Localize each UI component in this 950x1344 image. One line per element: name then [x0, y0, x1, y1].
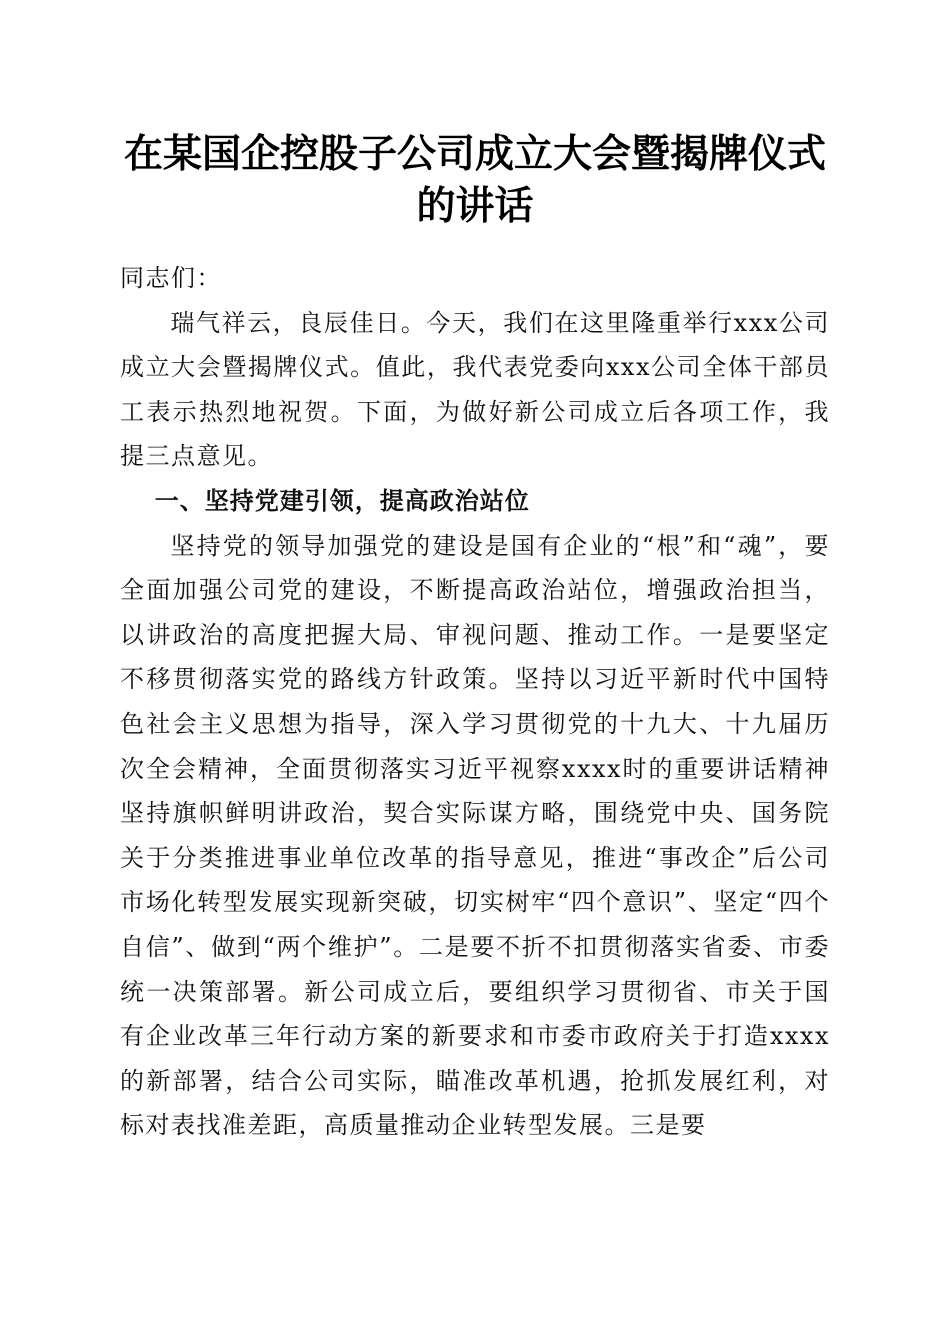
intro-paragraph: 瑞气祥云，良辰佳日。今天，我们在这里隆重举行xxx公司成立大会暨揭牌仪式。值此，我代表党委向xxx公司全体干部员工表示热烈地祝贺。下面，为做好新公司成立后各项工作，我提三点意见。	[120, 308, 830, 471]
section-1-paragraph: 坚持党的领导加强党的建设是国有企业的“根”和“魂”，要全面加强公司党的建设，不断提高政治站位，增强政治担当，以讲政治的高度把握大局、审视问题、推动工作。一是要坚定不移贯彻落实党的路线方针政策。坚持以习近平新时代中国特色社会主义思想为指导，深入学习贯彻党的十九大、十九届历次全会精神，全面贯彻落实习近平视察xxxx时的重要讲话精神坚持旗帜鲜明讲政治，契合实际谋方略，围绕党中央、国务院关于分类推进事业单位改革的指导意见，推进“事改企”后公司市场化转型发展实现新突破，切实树牢“四个意识”、坚定“四个自信”、做到“两个维护”。二是要不折不扣贯彻落实省委、市委统一决策部署。新公司成立后，要组织学习贯彻省、市关于国有企业改革三年行动方案的新要求和市委市政府关于打造xxxx的新部署，结合公司实际，瞄准改革机遇，抢抓发展红利，对标对表找准差距，高质量推动企业转型发展。三是要	[120, 531, 830, 1140]
document-title: 在某国企控股子公司成立大会暨揭牌仪式的讲话	[123, 131, 826, 229]
section-heading-1: 一、坚持党建引领，提高政治站位	[154, 486, 530, 515]
salutation: 同志们：	[120, 264, 222, 292]
document-body	[120, 256, 830, 1148]
